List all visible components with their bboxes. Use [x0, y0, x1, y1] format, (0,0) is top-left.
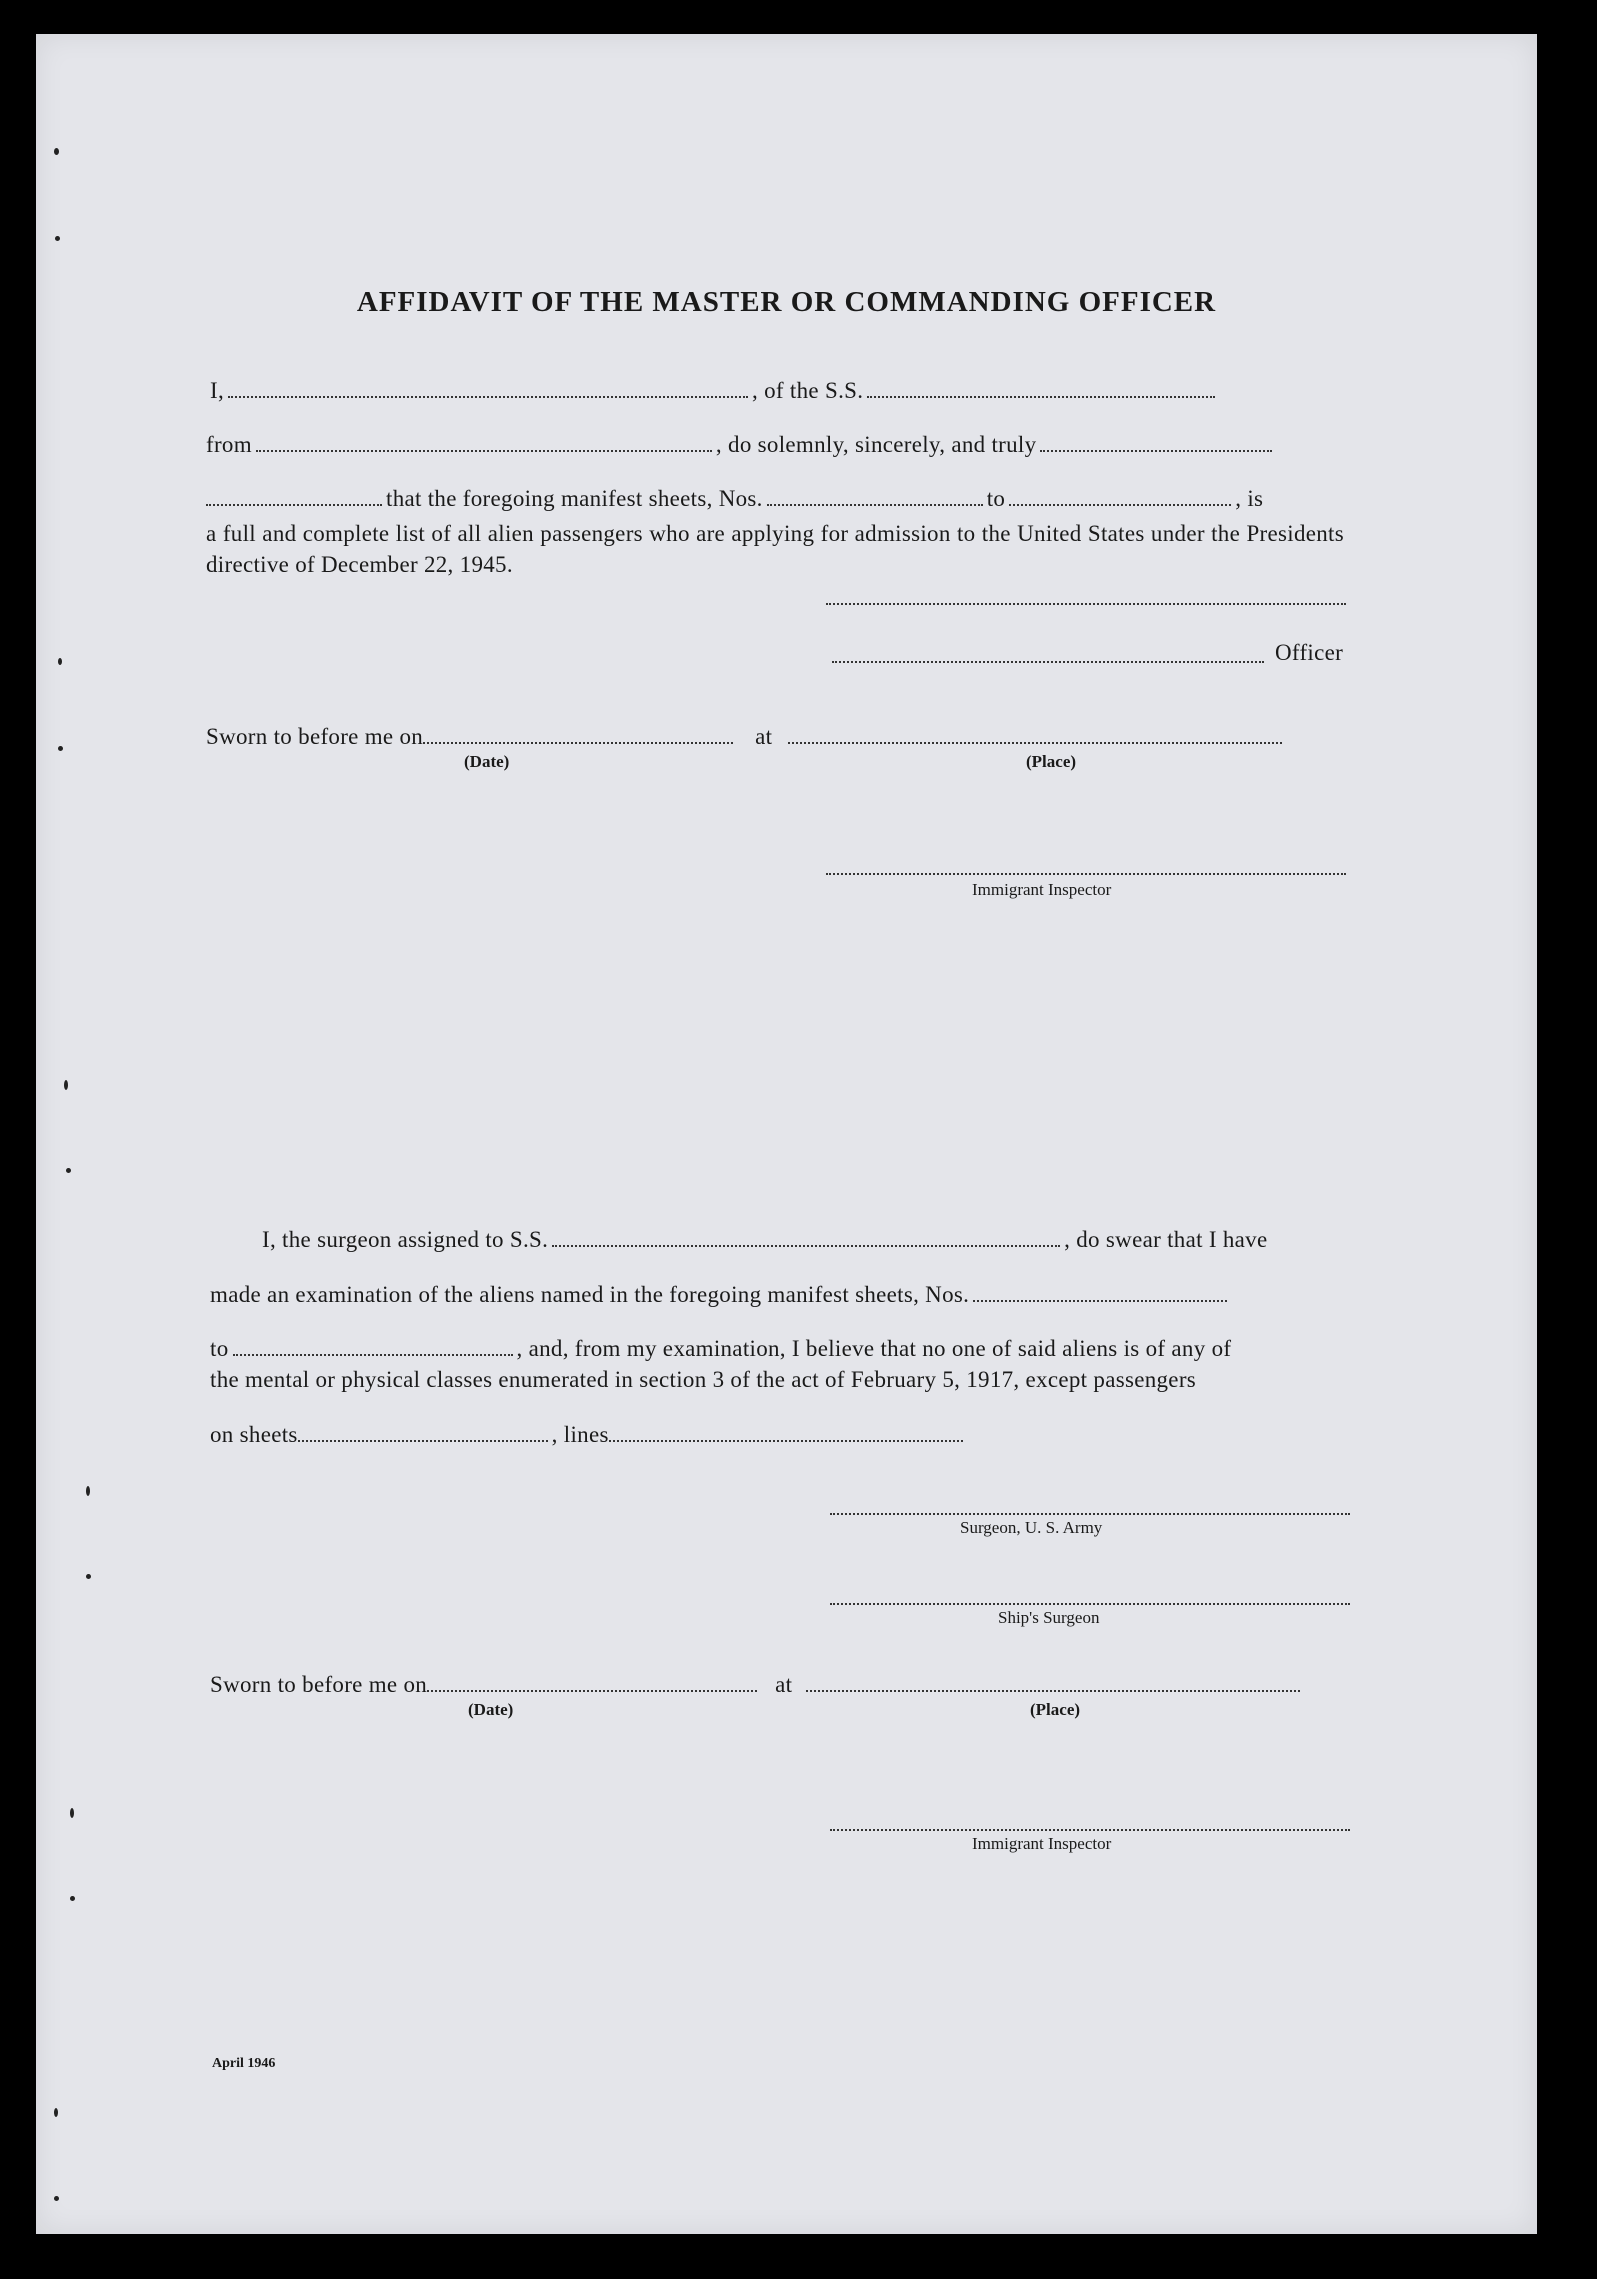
scan-speck: [54, 2196, 59, 2201]
form-date-footer: April 1946: [212, 2056, 276, 2071]
surgeon-line-2: [210, 1282, 1231, 1308]
scan-speck: [64, 1080, 68, 1090]
scan-speck: [66, 1168, 71, 1173]
surgeon-line-1: [262, 1227, 1267, 1253]
scan-speck: [54, 2108, 58, 2117]
swear-label: , do swear that I have: [1064, 1227, 1268, 1252]
master-sworn-date-field[interactable]: [423, 741, 733, 744]
except-lines-field[interactable]: [609, 1439, 963, 1442]
master-statement: a full and complete list of all alien passengers who are applying for admission to the United States under the Presidents directive of December 22, 1945.: [206, 521, 1344, 577]
surgeon-sworn-line: [210, 1672, 1304, 1698]
surgeon-line-5: [210, 1422, 967, 1448]
ship-name-field[interactable]: [867, 395, 1215, 398]
foregoing-label: that the foregoing manifest sheets, Nos.: [386, 486, 763, 511]
surgeon-intro-label: I, the surgeon assigned to S.S.: [262, 1227, 549, 1252]
master-sworn-line: [206, 724, 1286, 750]
master-line-3: [206, 486, 1263, 512]
form-title: AFFIDAVIT OF THE MASTER OR COMMANDING OFFICER: [356, 286, 1217, 318]
surgeon-at-label: at: [775, 1672, 793, 1697]
solemnly-label: , do solemnly, sincerely, and truly: [715, 432, 1037, 457]
surgeon-sworn-date-field[interactable]: [427, 1689, 757, 1692]
master-place-caption: (Place): [1026, 752, 1077, 771]
sheet-end-field[interactable]: [1009, 503, 1231, 506]
of-ss-label: , of the S.S.: [752, 378, 864, 403]
surgeon-ship-field[interactable]: [552, 1244, 1060, 1247]
form-page: [36, 34, 1537, 2234]
sworn-label: Sworn to before me on: [206, 724, 424, 749]
master-line-2: [206, 432, 1276, 458]
army-surgeon-label: Surgeon, U. S. Army: [960, 1518, 1103, 1537]
master-inspector-signature-line[interactable]: [826, 872, 1346, 875]
officer-signature-line-2[interactable]: [832, 660, 1264, 663]
surgeon-inspector-signature-line[interactable]: [830, 1828, 1350, 1831]
at-label: at: [755, 724, 773, 749]
surgeon-line-4: the mental or physical classes enumerated in section 3 of the act of February 5, 1917, except passengers: [210, 1367, 1197, 1392]
surgeon-date-caption: (Date): [468, 1700, 514, 1719]
scan-speck: [86, 1486, 90, 1496]
to-label: to: [986, 486, 1006, 511]
scan-speck: [54, 148, 59, 155]
surgeon-sworn-label: Sworn to before me on: [210, 1672, 428, 1697]
ship-surgeon-label: Ship's Surgeon: [998, 1608, 1100, 1627]
army-surgeon-signature-line[interactable]: [830, 1512, 1350, 1515]
oath-type-field[interactable]: [1040, 449, 1272, 452]
scan-speck: [86, 1574, 91, 1579]
oath-type-continued-field[interactable]: [206, 503, 382, 506]
master-line-1: [210, 378, 1219, 404]
from-label: from: [206, 432, 252, 457]
surgeon-to-label: to: [210, 1336, 229, 1361]
examination-label: made an examination of the aliens named in the foregoing manifest sheets, Nos.: [210, 1282, 970, 1307]
scan-speck: [58, 746, 63, 751]
surgeon-place-caption: (Place): [1030, 1700, 1081, 1719]
master-date-caption: (Date): [464, 752, 510, 771]
on-sheets-label: on sheets: [210, 1422, 298, 1447]
master-sworn-place-field[interactable]: [788, 741, 1282, 744]
surgeon-sworn-place-field[interactable]: [806, 1689, 1300, 1692]
ship-surgeon-signature-line[interactable]: [830, 1602, 1350, 1605]
master-inspector-label: Immigrant Inspector: [972, 880, 1112, 899]
is-label: , is: [1235, 486, 1264, 511]
officer-label: Officer: [1275, 640, 1344, 665]
scan-speck: [55, 236, 60, 241]
scan-speck: [70, 1896, 75, 1901]
surgeon-line-3: [210, 1336, 1231, 1362]
except-sheets-field[interactable]: [298, 1439, 548, 1442]
i-label: I,: [210, 378, 225, 403]
surgeon-inspector-label: Immigrant Inspector: [972, 1834, 1112, 1853]
master-name-field[interactable]: [228, 395, 748, 398]
sheet-start-field[interactable]: [767, 503, 983, 506]
surgeon-sheet-start-field[interactable]: [973, 1299, 1227, 1302]
surgeon-sheet-end-field[interactable]: [233, 1353, 513, 1356]
scan-speck: [70, 1808, 74, 1818]
officer-signature-line-1[interactable]: [826, 602, 1346, 605]
from-port-field[interactable]: [256, 449, 712, 452]
and-from-label: , and, from my examination, I believe that no one of said aliens is of any of: [516, 1336, 1232, 1361]
scan-speck: [58, 658, 62, 665]
lines-label: , lines: [551, 1422, 609, 1447]
